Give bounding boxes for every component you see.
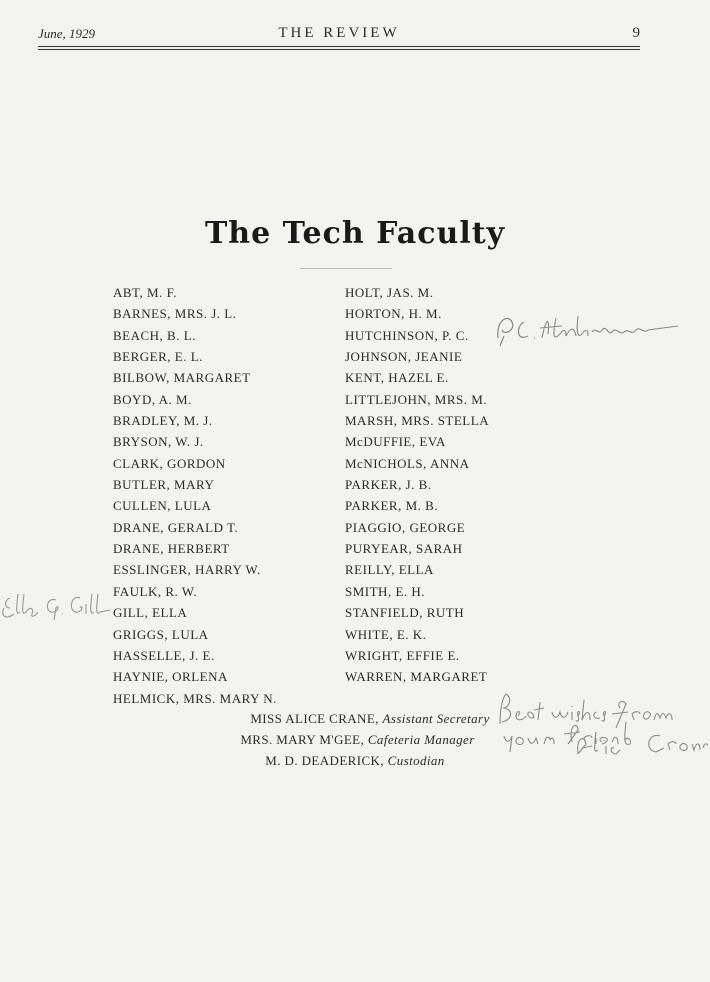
faculty-name: WARREN, MARGARET <box>345 669 488 685</box>
running-head <box>38 26 640 46</box>
faculty-name: STANFIELD, RUTH <box>345 605 465 621</box>
issue-date: June, 1929 <box>38 26 96 41</box>
staff-role: Cafeteria Manager <box>367 732 475 747</box>
faculty-name: KENT, HAZEL E. <box>345 370 449 386</box>
faculty-name: GILL, ELLA <box>113 605 188 621</box>
faculty-name: GRIGGS, LULA <box>113 626 209 642</box>
faculty-name: WHITE, E. K. <box>345 626 427 642</box>
faculty-name: BEACH, B. L. <box>113 327 196 343</box>
faculty-name: BRYSON, W. J. <box>113 434 204 450</box>
faculty-name: CULLEN, LULA <box>113 498 212 514</box>
staff-name: MISS ALICE CRANE <box>250 711 376 726</box>
staff-role: Custodian <box>387 753 445 768</box>
staff-line: M. D. DEADERICK, Custodian <box>265 753 445 768</box>
faculty-name: CLARK, GORDON <box>113 455 226 471</box>
faculty-column-right <box>345 282 489 709</box>
page-number: 9 <box>632 25 640 41</box>
faculty-name: McDUFFIE, EVA <box>345 434 446 450</box>
faculty-name: DRANE, GERALD T. <box>113 519 239 535</box>
faculty-name <box>345 688 489 709</box>
publication-title: THE REVIEW <box>278 25 400 41</box>
faculty-name: ABT, M. F. <box>113 285 178 300</box>
faculty-name: BRADLEY, M. J. <box>113 413 213 429</box>
faculty-name: DRANE, HERBERT <box>113 541 230 557</box>
staff-name: M. D. DEADERICK <box>265 753 381 768</box>
faculty-name: LITTLEJOHN, MRS. M. <box>345 391 488 407</box>
handwritten-signature-hutchinson <box>490 308 680 350</box>
faculty-name: HELMICK, MRS. MARY N. <box>113 690 277 706</box>
faculty-name: PARKER, J. B. <box>345 477 432 493</box>
faculty-name: McNICHOLS, ANNA <box>345 455 470 471</box>
faculty-name: BILBOW, MARGARET <box>113 370 251 386</box>
faculty-name: WRIGHT, EFFIE E. <box>345 647 460 663</box>
faculty-name: HASSELLE, J. E. <box>113 647 215 663</box>
faculty-name: ESSLINGER, HARRY W. <box>113 562 261 578</box>
faculty-name: BARNES, MRS. J. L. <box>113 306 237 322</box>
faculty-name: BOYD, A. M. <box>113 391 192 407</box>
staff-name: MRS. MARY M'GEE <box>240 732 361 747</box>
staff-line: MISS ALICE CRANE, Assistant Secretary <box>250 711 490 726</box>
faculty-name: FAULK, R. W. <box>113 583 198 599</box>
faculty-name: BUTLER, MARY <box>113 477 215 493</box>
faculty-name: REILLY, ELLA <box>345 562 434 578</box>
faculty-name: MARSH, MRS. STELLA <box>345 413 490 429</box>
staff-role: Assistant Secretary <box>382 711 490 726</box>
header-rule <box>38 49 640 50</box>
title-divider <box>300 268 392 269</box>
handwritten-inscription-crane <box>492 684 708 756</box>
header-rule <box>38 46 640 47</box>
handwritten-signature-gill <box>0 590 112 624</box>
section-title: The Tech Faculty <box>204 216 506 251</box>
faculty-name: HORTON, H. M. <box>345 306 442 322</box>
faculty-name: HOLT, JAS. M. <box>345 285 434 300</box>
faculty-name: PARKER, M. B. <box>345 498 439 514</box>
faculty-name: HUTCHINSON, P. C. <box>345 327 469 343</box>
faculty-column-left <box>113 282 277 709</box>
faculty-name: PURYEAR, SARAH <box>345 541 463 557</box>
faculty-name: PIAGGIO, GEORGE <box>345 519 466 535</box>
faculty-name: BERGER, E. L. <box>113 349 203 365</box>
faculty-name: HAYNIE, ORLENA <box>113 669 228 685</box>
faculty-name: JOHNSON, JEANIE <box>345 349 463 365</box>
faculty-name: SMITH, E. H. <box>345 583 426 599</box>
staff-line: MRS. MARY M'GEE, Cafeteria Manager <box>240 732 475 747</box>
